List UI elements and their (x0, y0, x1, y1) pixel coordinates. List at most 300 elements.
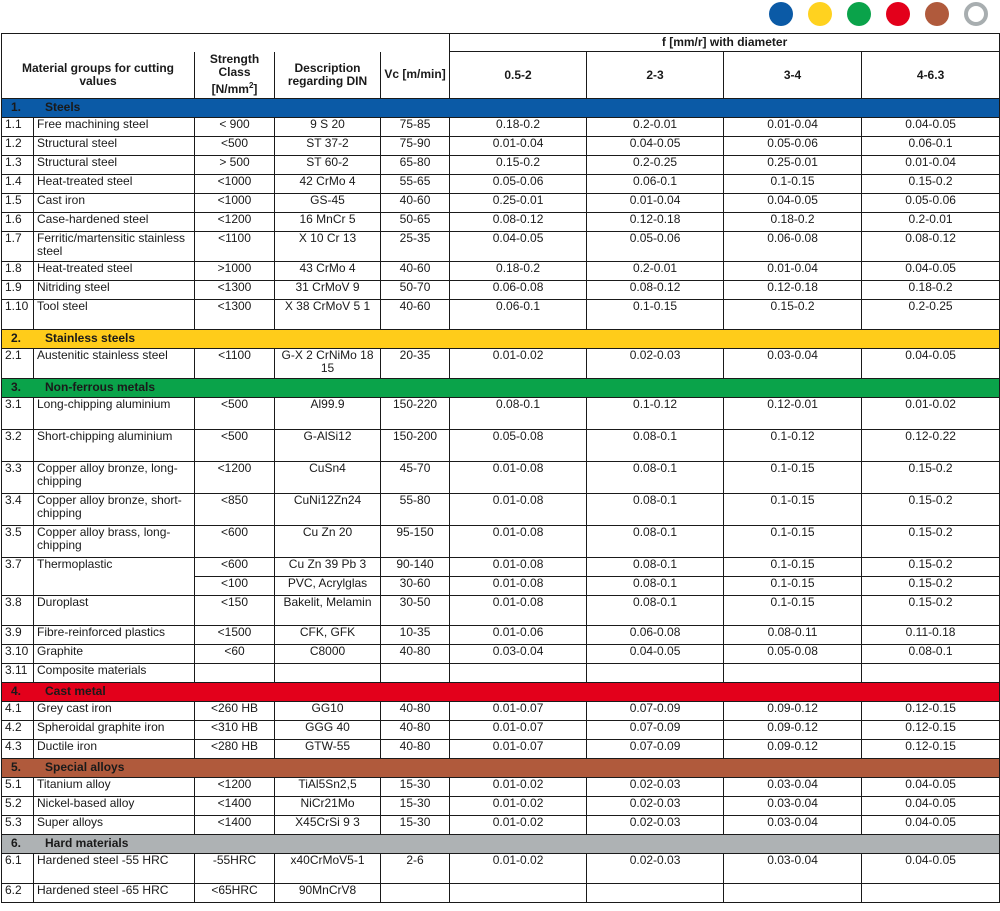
feed-value-cell: 0.2-0.01 (587, 262, 724, 281)
feed-value-cell (724, 884, 862, 903)
feed-value-cell: 0.18-0.2 (724, 213, 862, 232)
feed-value-cell: 0.11-0.18 (862, 626, 1000, 645)
group-header-row (2, 330, 1000, 349)
material-name: Austenitic stainless steel (34, 349, 195, 379)
material-name: Copper alloy brass, long-chipping (34, 526, 195, 558)
material-name: Hardened steel -65 HRC (34, 884, 195, 903)
strength-class-cell: <260 HB (195, 702, 275, 721)
feed-value-cell: 0.04-0.05 (862, 854, 1000, 884)
feed-value-cell: 0.08-0.1 (862, 645, 1000, 664)
cutting-speed-cell (381, 884, 450, 903)
cutting-speed-cell: 40-60 (381, 262, 450, 281)
material-name: Free machining steel (34, 118, 195, 137)
group-name: Steels (45, 100, 81, 114)
group-name: Special alloys (45, 760, 125, 774)
cutting-speed-cell: 40-80 (381, 740, 450, 759)
feed-value-cell: 0.03-0.04 (724, 816, 862, 835)
feed-value-cell: 0.2-0.01 (587, 118, 724, 137)
cutting-speed-cell: 15-30 (381, 778, 450, 797)
din-description-cell: X 38 CrMoV 5 1 (275, 300, 381, 330)
legend-dot-5 (925, 2, 949, 26)
header-blank (2, 34, 450, 52)
feed-value-cell: 0.1-0.15 (724, 577, 862, 596)
feed-value-cell: 0.02-0.03 (587, 349, 724, 379)
feed-value-cell: 0.08-0.1 (587, 577, 724, 596)
table-row (2, 596, 1000, 626)
material-name: Ductile iron (34, 740, 195, 759)
feed-value-cell: 0.01-0.07 (450, 702, 587, 721)
feed-value-cell: 0.01-0.04 (724, 118, 862, 137)
strength-class-cell: <280 HB (195, 740, 275, 759)
cutting-speed-cell: 10-35 (381, 626, 450, 645)
feed-value-cell: 0.1-0.15 (724, 526, 862, 558)
table-row (2, 262, 1000, 281)
group-name: Cast metal (45, 684, 106, 698)
cutting-speed-cell: 75-90 (381, 137, 450, 156)
feed-value-cell: 0.15-0.2 (862, 558, 1000, 577)
cutting-values-table (1, 33, 1000, 903)
table-row (2, 118, 1000, 137)
cutting-speed-cell: 55-80 (381, 494, 450, 526)
feed-value-cell: 0.07-0.09 (587, 740, 724, 759)
group-header-row (2, 379, 1000, 398)
group-number: 4. (11, 684, 22, 698)
feed-value-cell: 0.18-0.2 (450, 262, 587, 281)
din-description-cell: G-X 2 CrNiMo 18 15 (275, 349, 381, 379)
material-name: Nickel-based alloy (34, 797, 195, 816)
group-header-row (2, 835, 1000, 854)
din-description-cell: 9 S 20 (275, 118, 381, 137)
feed-value-cell (862, 664, 1000, 683)
feed-value-cell: 0.08-0.11 (724, 626, 862, 645)
cutting-speed-cell: 40-80 (381, 721, 450, 740)
color-legend (0, 0, 1000, 33)
feed-value-cell: 0.2-0.25 (587, 156, 724, 175)
din-description-cell: GGG 40 (275, 721, 381, 740)
feed-value-cell: 0.03-0.04 (724, 797, 862, 816)
cutting-speed-cell: 30-50 (381, 596, 450, 626)
material-name: Graphite (34, 645, 195, 664)
strength-class-cell: <310 HB (195, 721, 275, 740)
feed-value-cell: 0.05-0.06 (450, 175, 587, 194)
strength-class-cell: <1200 (195, 213, 275, 232)
feed-value-cell: 0.08-0.1 (587, 596, 724, 626)
strength-class-cell: <1000 (195, 175, 275, 194)
feed-value-cell: 0.03-0.04 (724, 349, 862, 379)
feed-value-cell: 0.1-0.15 (724, 175, 862, 194)
feed-value-cell: 0.18-0.2 (862, 281, 1000, 300)
feed-value-cell: 0.15-0.2 (862, 596, 1000, 626)
table-row (2, 175, 1000, 194)
feed-value-cell: 0.15-0.2 (724, 300, 862, 330)
cutting-speed-cell: 50-65 (381, 213, 450, 232)
feed-value-cell: 0.01-0.08 (450, 577, 587, 596)
table-row (2, 526, 1000, 558)
table-row (2, 398, 1000, 430)
din-description-cell (275, 664, 381, 683)
feed-value-cell (587, 664, 724, 683)
feed-value-cell: 0.12-0.01 (724, 398, 862, 430)
feed-value-cell: 0.25-0.01 (450, 194, 587, 213)
strength-class-cell: <500 (195, 398, 275, 430)
group-number: 5. (11, 760, 22, 774)
feed-value-cell: 0.01-0.07 (450, 721, 587, 740)
strength-class-cell: > 500 (195, 156, 275, 175)
din-description-cell: CuSn4 (275, 462, 381, 494)
feed-value-cell: 0.08-0.12 (450, 213, 587, 232)
row-number: 3.9 (2, 626, 34, 645)
din-description-cell: ST 37-2 (275, 137, 381, 156)
row-number: 1.7 (2, 232, 34, 262)
vc-header: Vc [m/min] (381, 52, 450, 99)
row-number: 1.2 (2, 137, 34, 156)
strength-class-cell: <60 (195, 645, 275, 664)
material-name: Case-hardened steel (34, 213, 195, 232)
feed-value-cell: 0.18-0.2 (450, 118, 587, 137)
feed-span-header: f [mm/r] with diameter (450, 34, 1000, 52)
feed-value-cell: 0.15-0.2 (862, 175, 1000, 194)
table-row (2, 664, 1000, 683)
diameter-header-0-5-2: 0.5-2 (450, 52, 587, 99)
feed-value-cell: 0.1-0.15 (587, 300, 724, 330)
material-name: Grey cast iron (34, 702, 195, 721)
din-description-cell: PVC, Acrylglas (275, 577, 381, 596)
feed-value-cell: 0.2-0.25 (862, 300, 1000, 330)
feed-value-cell: 0.2-0.01 (862, 213, 1000, 232)
table-row (2, 778, 1000, 797)
feed-value-cell: 0.1-0.12 (587, 398, 724, 430)
feed-value-cell: 0.01-0.04 (862, 156, 1000, 175)
strength-class-cell: <1000 (195, 194, 275, 213)
din-description-cell: X 10 Cr 13 (275, 232, 381, 262)
strength-class-cell (195, 664, 275, 683)
feed-value-cell: 0.06-0.1 (862, 137, 1000, 156)
row-number: 1.1 (2, 118, 34, 137)
feed-value-cell: 0.03-0.04 (724, 778, 862, 797)
feed-value-cell: 0.02-0.03 (587, 797, 724, 816)
material-name: Long-chipping aluminium (34, 398, 195, 430)
strength-class-cell: <65HRC (195, 884, 275, 903)
strength-class-cell: <1200 (195, 778, 275, 797)
row-number: 3.10 (2, 645, 34, 664)
group-number: 6. (11, 836, 22, 850)
group-number: 2. (11, 331, 22, 345)
table-row (2, 494, 1000, 526)
feed-value-cell: 0.12-0.15 (862, 702, 1000, 721)
row-number: 4.2 (2, 721, 34, 740)
feed-value-cell: 0.04-0.05 (862, 816, 1000, 835)
feed-value-cell: 0.07-0.09 (587, 702, 724, 721)
feed-value-cell: 0.04-0.05 (587, 645, 724, 664)
cutting-speed-cell: 15-30 (381, 797, 450, 816)
feed-value-cell: 0.01-0.02 (450, 854, 587, 884)
group-name: Non-ferrous metals (45, 380, 156, 394)
feed-value-cell: 0.02-0.03 (587, 778, 724, 797)
strength-class-cell: <850 (195, 494, 275, 526)
feed-value-cell: 0.01-0.02 (450, 797, 587, 816)
feed-value-cell (450, 664, 587, 683)
table-row (2, 558, 1000, 577)
table-row (2, 281, 1000, 300)
feed-value-cell: 0.08-0.1 (587, 430, 724, 462)
material-name: Composite materials (34, 664, 195, 683)
feed-value-cell: 0.03-0.04 (724, 854, 862, 884)
material-name: Copper alloy bronze, long-chipping (34, 462, 195, 494)
group-name: Stainless steels (45, 331, 136, 345)
group-header-row (2, 759, 1000, 778)
din-description-cell: Bakelit, Melamin (275, 596, 381, 626)
table-row (2, 300, 1000, 330)
feed-value-cell: 0.01-0.08 (450, 494, 587, 526)
feed-value-cell: 0.15-0.2 (862, 577, 1000, 596)
feed-value-cell: 0.05-0.06 (587, 232, 724, 262)
feed-value-cell: 0.09-0.12 (724, 702, 862, 721)
feed-value-cell (450, 884, 587, 903)
strength-class-cell: <600 (195, 558, 275, 577)
table-row (2, 194, 1000, 213)
feed-value-cell: 0.08-0.1 (450, 398, 587, 430)
row-number: 1.8 (2, 262, 34, 281)
cutting-speed-cell: 95-150 (381, 526, 450, 558)
feed-value-cell: 0.08-0.1 (587, 526, 724, 558)
group-header (2, 330, 1000, 349)
legend-dot-2 (808, 2, 832, 26)
cutting-speed-cell: 45-70 (381, 462, 450, 494)
feed-value-cell: 0.15-0.2 (862, 494, 1000, 526)
feed-value-cell: 0.12-0.18 (724, 281, 862, 300)
feed-value-cell: 0.04-0.05 (587, 137, 724, 156)
cutting-speed-cell: 150-220 (381, 398, 450, 430)
feed-value-cell: 0.01-0.04 (724, 262, 862, 281)
feed-value-cell (862, 884, 1000, 903)
description-header: Description regarding DIN (275, 52, 381, 99)
row-number: 4.3 (2, 740, 34, 759)
feed-value-cell: 0.04-0.05 (450, 232, 587, 262)
feed-value-cell: 0.12-0.15 (862, 740, 1000, 759)
row-number: 1.4 (2, 175, 34, 194)
feed-value-cell (724, 664, 862, 683)
row-number: 1.9 (2, 281, 34, 300)
din-description-cell: x40CrMoV5-1 (275, 854, 381, 884)
feed-value-cell: 0.1-0.15 (724, 462, 862, 494)
cutting-speed-cell: 15-30 (381, 816, 450, 835)
row-number: 3.3 (2, 462, 34, 494)
table-row (2, 430, 1000, 462)
group-header (2, 835, 1000, 854)
table-row (2, 797, 1000, 816)
row-number: 1.6 (2, 213, 34, 232)
strength-class-cell: <500 (195, 137, 275, 156)
feed-value-cell (587, 884, 724, 903)
strength-class-cell: <150 (195, 596, 275, 626)
group-number: 1. (11, 100, 22, 114)
cutting-speed-cell: 55-65 (381, 175, 450, 194)
cutting-speed-cell: 40-80 (381, 702, 450, 721)
feed-value-cell: 0.12-0.22 (862, 430, 1000, 462)
table-row (2, 137, 1000, 156)
feed-value-cell: 0.08-0.1 (587, 494, 724, 526)
feed-value-cell: 0.1-0.15 (724, 596, 862, 626)
cutting-speed-cell: 40-60 (381, 300, 450, 330)
din-description-cell: 43 CrMo 4 (275, 262, 381, 281)
feed-value-cell: 0.08-0.1 (587, 462, 724, 494)
cutting-speed-cell: 65-80 (381, 156, 450, 175)
strength-class-cell: <1100 (195, 232, 275, 262)
strength-class-cell: <500 (195, 430, 275, 462)
feed-value-cell: 0.06-0.1 (587, 175, 724, 194)
material-name: Fibre-reinforced plastics (34, 626, 195, 645)
legend-dot-4 (886, 2, 910, 26)
table-row (2, 213, 1000, 232)
group-header (2, 99, 1000, 118)
material-header: Material groups for cutting values (2, 52, 195, 99)
row-number: 5.3 (2, 816, 34, 835)
material-name: Hardened steel -55 HRC (34, 854, 195, 884)
cutting-speed-cell (381, 664, 450, 683)
group-header-row (2, 683, 1000, 702)
din-description-cell: GG10 (275, 702, 381, 721)
row-number: 1.10 (2, 300, 34, 330)
strength-class-cell: >1000 (195, 262, 275, 281)
table-row (2, 156, 1000, 175)
feed-value-cell: 0.02-0.03 (587, 854, 724, 884)
feed-value-cell: 0.1-0.15 (724, 558, 862, 577)
material-name: Nitriding steel (34, 281, 195, 300)
din-description-cell: 31 CrMoV 9 (275, 281, 381, 300)
feed-value-cell: 0.05-0.08 (450, 430, 587, 462)
row-number: 3.2 (2, 430, 34, 462)
feed-value-cell: 0.07-0.09 (587, 721, 724, 740)
strength-class-cell: <1300 (195, 300, 275, 330)
group-header (2, 379, 1000, 398)
feed-value-cell: 0.08-0.12 (587, 281, 724, 300)
din-description-cell: Cu Zn 39 Pb 3 (275, 558, 381, 577)
cutting-speed-cell: 50-70 (381, 281, 450, 300)
feed-value-cell: 0.01-0.07 (450, 740, 587, 759)
feed-value-cell: 0.09-0.12 (724, 740, 862, 759)
cutting-speed-cell: 90-140 (381, 558, 450, 577)
strength-class-cell: <1400 (195, 797, 275, 816)
material-name: Titanium alloy (34, 778, 195, 797)
din-description-cell: Al99.9 (275, 398, 381, 430)
feed-value-cell: 0.1-0.15 (724, 494, 862, 526)
strength-class-cell: <1200 (195, 462, 275, 494)
feed-value-cell: 0.04-0.05 (862, 349, 1000, 379)
material-name: Spheroidal graphite iron (34, 721, 195, 740)
row-number: 5.2 (2, 797, 34, 816)
row-number: 3.7 (2, 558, 34, 596)
row-number: 3.11 (2, 664, 34, 683)
strength-class-cell: <1400 (195, 816, 275, 835)
cutting-speed-cell: 20-35 (381, 349, 450, 379)
row-number: 6.2 (2, 884, 34, 903)
feed-value-cell: 0.03-0.04 (450, 645, 587, 664)
diameter-header-4-6-3: 4-6.3 (862, 52, 1000, 99)
row-number: 1.3 (2, 156, 34, 175)
cutting-speed-cell: 150-200 (381, 430, 450, 462)
din-description-cell: G-AlSi12 (275, 430, 381, 462)
feed-value-cell: 0.08-0.1 (587, 558, 724, 577)
material-name: Structural steel (34, 156, 195, 175)
feed-value-cell: 0.01-0.08 (450, 526, 587, 558)
material-name: Heat-treated steel (34, 262, 195, 281)
feed-value-cell: 0.04-0.05 (862, 797, 1000, 816)
din-description-cell: C8000 (275, 645, 381, 664)
feed-value-cell: 0.15-0.2 (862, 526, 1000, 558)
cutting-speed-cell: 25-35 (381, 232, 450, 262)
group-header-row (2, 99, 1000, 118)
feed-value-cell: 0.01-0.02 (450, 349, 587, 379)
feed-value-cell: 0.05-0.08 (724, 645, 862, 664)
feed-value-cell: 0.04-0.05 (862, 262, 1000, 281)
feed-value-cell: 0.04-0.05 (724, 194, 862, 213)
strength-class-cell: <100 (195, 577, 275, 596)
feed-value-cell: 0.06-0.08 (450, 281, 587, 300)
strength-class-cell: < 900 (195, 118, 275, 137)
cutting-speed-cell: 30-60 (381, 577, 450, 596)
group-header (2, 759, 1000, 778)
feed-value-cell: 0.01-0.04 (587, 194, 724, 213)
feed-value-cell: 0.06-0.08 (724, 232, 862, 262)
feed-value-cell: 0.06-0.08 (587, 626, 724, 645)
diameter-header-2-3: 2-3 (587, 52, 724, 99)
feed-value-cell: 0.05-0.06 (862, 194, 1000, 213)
legend-dot-1 (769, 2, 793, 26)
table-row (2, 232, 1000, 262)
din-description-cell: GS-45 (275, 194, 381, 213)
table-row (2, 349, 1000, 379)
feed-value-cell: 0.15-0.2 (862, 462, 1000, 494)
din-description-cell: 90MnCrV8 (275, 884, 381, 903)
feed-value-cell: 0.02-0.03 (587, 816, 724, 835)
strength-class-cell: <600 (195, 526, 275, 558)
strength-class-cell: <1100 (195, 349, 275, 379)
material-name: Cast iron (34, 194, 195, 213)
din-description-cell: ST 60-2 (275, 156, 381, 175)
diameter-header-3-4: 3-4 (724, 52, 862, 99)
table-row (2, 626, 1000, 645)
group-header (2, 683, 1000, 702)
feed-value-cell: 0.01-0.04 (450, 137, 587, 156)
strength-class-cell: -55HRC (195, 854, 275, 884)
feed-value-cell: 0.05-0.06 (724, 137, 862, 156)
material-name: Copper alloy bronze, short-chipping (34, 494, 195, 526)
feed-value-cell: 0.06-0.1 (450, 300, 587, 330)
strength-class-cell: <1500 (195, 626, 275, 645)
material-name: Ferritic/martensitic stainless steel (34, 232, 195, 262)
din-description-cell: CFK, GFK (275, 626, 381, 645)
row-number: 3.5 (2, 526, 34, 558)
feed-value-cell: 0.01-0.02 (862, 398, 1000, 430)
feed-value-cell: 0.01-0.02 (450, 816, 587, 835)
cutting-speed-cell: 40-60 (381, 194, 450, 213)
strength-class-cell: <1300 (195, 281, 275, 300)
table-row (2, 721, 1000, 740)
material-name: Structural steel (34, 137, 195, 156)
material-name: Short-chipping aluminium (34, 430, 195, 462)
legend-dot-6 (964, 2, 988, 26)
table-row (2, 645, 1000, 664)
feed-value-cell: 0.01-0.08 (450, 558, 587, 577)
material-name: Tool steel (34, 300, 195, 330)
row-number: 4.1 (2, 702, 34, 721)
din-description-cell: GTW-55 (275, 740, 381, 759)
row-number: 1.5 (2, 194, 34, 213)
feed-value-cell: 0.1-0.12 (724, 430, 862, 462)
table-row (2, 816, 1000, 835)
feed-value-cell: 0.04-0.05 (862, 778, 1000, 797)
feed-value-cell: 0.01-0.08 (450, 462, 587, 494)
